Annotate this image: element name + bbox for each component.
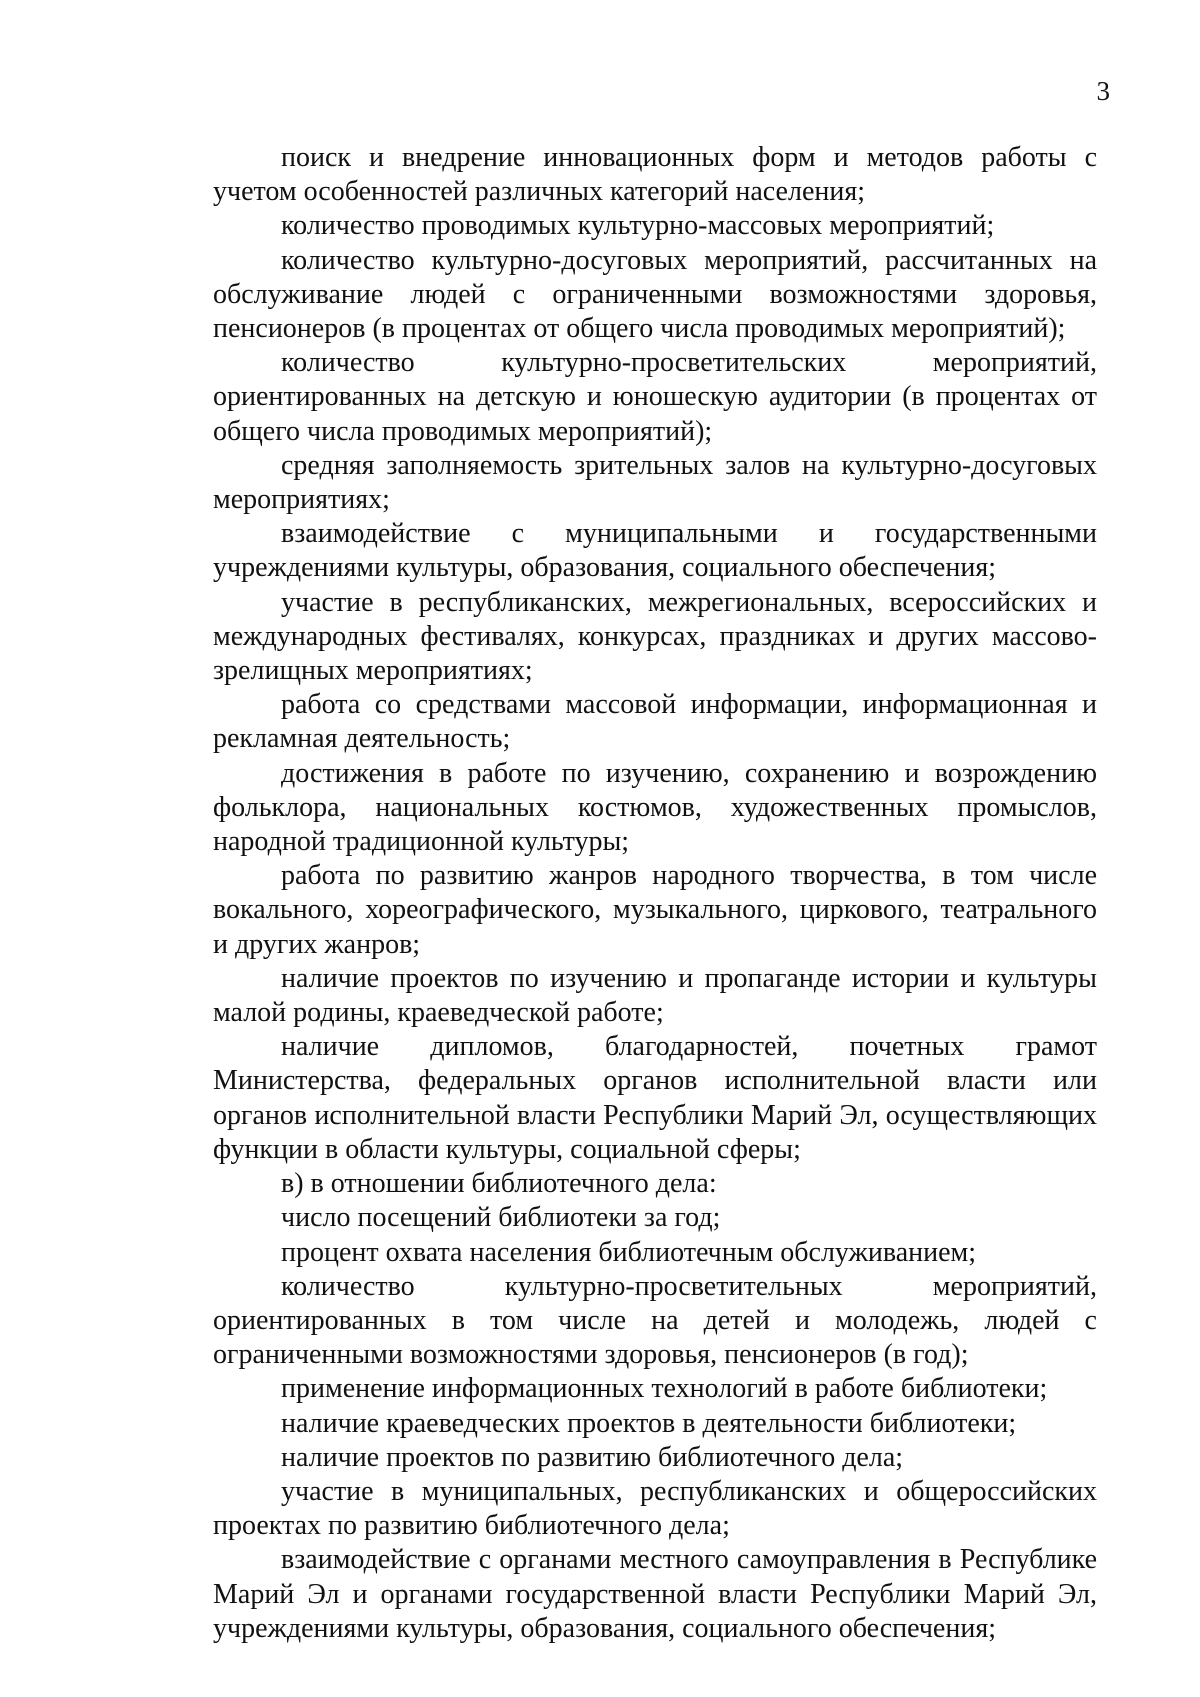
paragraph-library-coverage: процент охвата населения библиотечным обслуживанием; <box>281 1236 977 1268</box>
paragraph-events-for-disabled-pensioners: количество культурно-досуговых мероприятий, рассчитанных на обслуживание людей с ограниченными возможностями здоровья, пенсионеров (в процентах от общего числа проводимых мероприятий); <box>213 244 1097 345</box>
paragraph-library-development-projects: наличие проектов по развитию библиотечного дела; <box>281 1441 904 1473</box>
paragraph-library-project-participation: участие в муниципальных, республиканских и общероссийских проектах по развитию библиотечного дела; <box>213 1475 1097 1542</box>
paragraph-government-interaction: взаимодействие с органами местного самоуправления в Республике Марий Эл и органами государственной власти Республики Марий Эл, учреждениями культуры, образования, социального обеспечения; <box>213 1544 1097 1644</box>
paragraph-institution-interaction: взаимодействие с муниципальными и государственными учреждениями культуры, образования, социального обеспечения; <box>213 518 1097 584</box>
paragraph-folklore-achievements: достижения в работе по изучению, сохранению и возрождению фольклора, национальных костюмов, художественных промыслов, народной традиционной культуры; <box>213 757 1097 858</box>
paragraph-media-work: работа со средствами массовой информации, информационная и рекламная деятельность; <box>213 689 1097 755</box>
paragraph-hall-occupancy: средняя заполняемость зрительных залов на культурно-досуговых мероприятиях; <box>213 449 1097 516</box>
paragraph-library-it: применение информационных технологий в работе библиотеки; <box>281 1373 1048 1405</box>
paragraph-cultural-events-count: количество проводимых культурно-массовых мероприятий; <box>281 210 995 242</box>
page-number: 3 <box>1096 76 1110 106</box>
paragraph-events-for-youth: количество культурно-просветительских мероприятий, ориентированных на детскую и юношескую аудитории (в процентах от общего числа проводимых мероприятий); <box>213 347 1097 447</box>
paragraph-folk-genres: работа по развитию жанров народного творчества, в том числе вокального, хореографического, музыкального, циркового, театрального и других жанров; <box>213 860 1097 960</box>
paragraph-library-events: количество культурно-просветительных мероприятий, ориентированных в том числе на детей и молодежь, людей с ограниченными возможностями здоровья, пенсионеров (в год); <box>213 1270 1097 1371</box>
paragraph-festival-participation: участие в республиканских, межрегиональных, всероссийских и международных фестивалях, конкурсах, праздниках и других массово-зрелищных мероприятиях; <box>213 586 1097 687</box>
paragraph-library-local-history: наличие краеведческих проектов в деятельности библиотеки; <box>281 1407 1017 1439</box>
paragraph-innovative-methods: поиск и внедрение инновационных форм и методов работы с учетом особенностей различных категорий населения; <box>213 142 1097 208</box>
document-body <box>213 141 1097 1646</box>
paragraph-diplomas-awards: наличие дипломов, благодарностей, почетных грамот Министерства, федеральных органов исполнительной власти или органов исполнительной власти Республики Марий Эл, осуществляющих функции в области культуры, социальной сферы; <box>213 1031 1097 1165</box>
paragraph-library-visits: число посещений библиотеки за год; <box>281 1202 721 1234</box>
paragraph-library-section-heading: в) в отношении библиотечного дела: <box>281 1168 717 1200</box>
paragraph-local-history-projects: наличие проектов по изучению и пропаганде истории и культуры малой родины, краеведческой работе; <box>213 962 1097 1029</box>
